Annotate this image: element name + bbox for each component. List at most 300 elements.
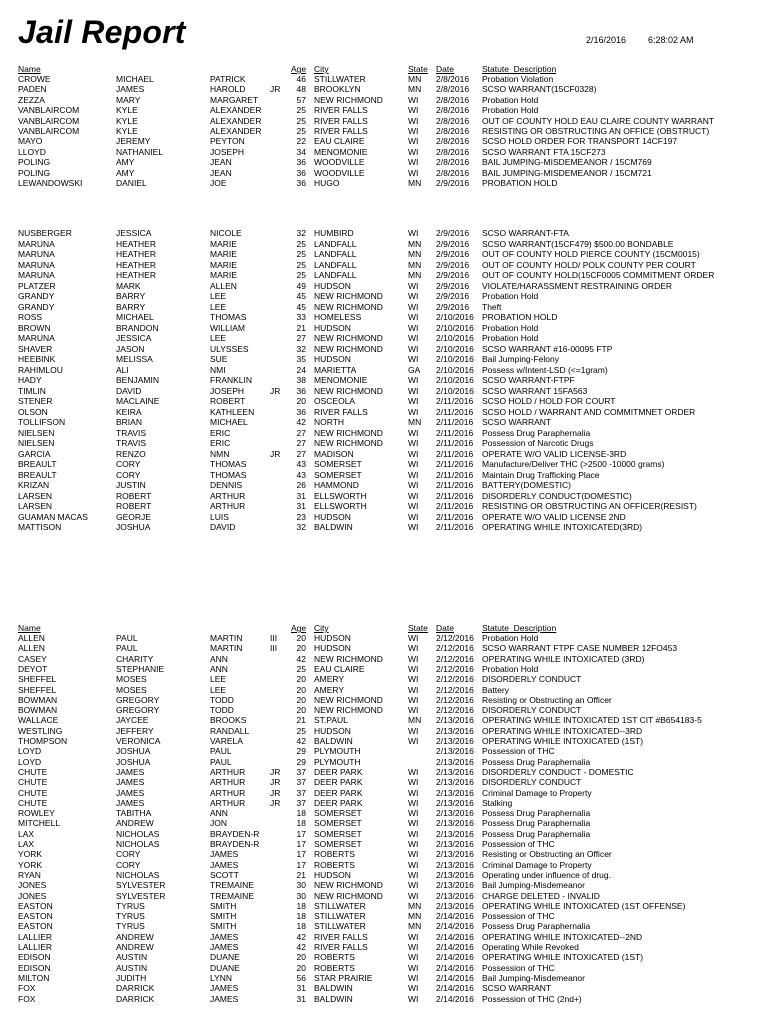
last-name-cell: MARUNA [18, 333, 55, 343]
last-name-cell: FOX [18, 983, 36, 994]
statute-cell: OUT OF COUNTY HOLD EAU CLAIRE COUNTY WARRANT [482, 115, 715, 126]
last-name-cell: EDISON [18, 952, 51, 963]
first-name-cell: SYLVESTER [116, 880, 166, 891]
city-cell: ELLSWORTH [314, 490, 367, 501]
table-row [0, 365, 768, 375]
first-name-cell: TABITHA [116, 808, 152, 819]
first-name-cell: MELISSA [116, 354, 153, 364]
age-cell: 43 [296, 459, 306, 469]
table-row [0, 654, 768, 664]
city-cell: HAMMOND [314, 480, 359, 490]
age-cell: 36 [296, 406, 306, 417]
date-cell: 2/11/2016 [436, 480, 474, 490]
statute-cell: DISORDERLY CONDUCT - DOMESTIC [482, 766, 634, 777]
table-row [0, 715, 768, 725]
table-row [0, 757, 768, 767]
table-row [0, 302, 768, 312]
last-name-cell: SHEFFEL [18, 684, 57, 695]
report-date: 2/16/2016 [586, 35, 627, 45]
date-cell: 2/11/2016 [436, 448, 474, 459]
first-name-cell: KEIRA [116, 406, 142, 417]
statute-cell: Probation Hold [482, 291, 539, 301]
table-row [0, 459, 768, 469]
city-cell: DEER PARK [314, 787, 363, 798]
last-name-cell: LLOYD [18, 146, 46, 157]
date-cell: 2/10/2016 [436, 322, 474, 333]
city-cell: PLYMOUTH [314, 746, 361, 757]
last-name-cell: JONES [18, 880, 47, 891]
last-name-cell: ZEZZA [18, 94, 45, 105]
state-cell: WI [408, 280, 419, 291]
middle-name-cell: SMITH [210, 921, 237, 932]
statute-cell: Possess Drug Paraphernalia [482, 828, 591, 839]
date-cell: 2/8/2016 [436, 126, 470, 136]
statute-cell: Operating While Revoked [482, 942, 579, 952]
last-name-cell: CHUTE [18, 787, 48, 798]
table-row [0, 136, 768, 146]
age-cell: 45 [296, 291, 306, 301]
first-name-cell: JASON [116, 343, 145, 354]
statute-cell: Probation Hold [482, 633, 539, 643]
date-cell: 2/13/2016 [436, 828, 474, 839]
middle-name-cell: ALEXANDER [210, 105, 262, 116]
last-name-cell: LALLIER [18, 931, 53, 942]
state-cell: WI [408, 684, 419, 695]
age-cell: 25 [296, 259, 306, 270]
last-name-cell: POLING [18, 157, 51, 168]
age-cell: 27 [296, 448, 306, 459]
age-cell: 36 [296, 178, 306, 188]
first-name-cell: MICHAEL [116, 74, 154, 84]
first-name-cell: AMY [116, 167, 135, 178]
state-cell: WI [408, 385, 419, 396]
header-date: Date [436, 64, 454, 74]
state-cell: WI [408, 480, 419, 490]
last-name-cell: TOLLIFSON [18, 417, 66, 427]
last-name-cell: MILTON [18, 972, 50, 983]
table-row [0, 643, 768, 653]
city-cell: ROBERTS [314, 952, 355, 963]
first-name-cell: TYRUS [116, 900, 145, 911]
middle-name-cell: LEE [210, 674, 227, 685]
age-cell: 42 [296, 931, 306, 942]
city-cell: DEER PARK [314, 797, 363, 808]
age-cell: 25 [296, 249, 306, 259]
middle-name-cell: BROOKS [210, 715, 247, 726]
table-row [0, 95, 768, 105]
statute-cell: Probation Hold [482, 333, 539, 343]
middle-name-cell: DUANE [210, 962, 240, 973]
middle-name-cell: ERIC [210, 427, 231, 438]
city-cell: DEER PARK [314, 766, 363, 777]
middle-name-cell: TODD [210, 694, 234, 705]
city-cell: SOMERSET [314, 818, 362, 829]
age-cell: 25 [296, 105, 306, 116]
city-cell: EAU CLAIRE [314, 663, 365, 674]
state-cell: WI [408, 459, 419, 469]
last-name-cell: GARCIA [18, 448, 51, 459]
city-cell: NEW RICHMOND [314, 94, 383, 105]
statute-cell: SCSO WARRANT [482, 417, 552, 427]
header-age: Age [291, 64, 307, 74]
age-cell: 20 [296, 633, 306, 643]
last-name-cell: JONES [18, 890, 47, 901]
state-cell: WI [408, 962, 419, 973]
date-cell: 2/9/2016 [436, 259, 470, 270]
date-cell: 2/9/2016 [436, 301, 470, 312]
statute-cell: Maintain Drug Trafficking Place [482, 469, 600, 480]
statute-cell: SCSO HOLD / HOLD FOR COURT [482, 396, 616, 406]
table-row [0, 449, 768, 459]
statute-cell: Manufacture/Deliver THC (>2500 -10000 grams) [482, 459, 665, 469]
first-name-cell: HEATHER [116, 259, 156, 270]
header-city: City [314, 623, 329, 633]
middle-name-cell: NMN [210, 448, 230, 459]
statute-cell: Probation Hold [482, 94, 539, 105]
age-cell: 35 [296, 354, 306, 364]
state-cell: WI [408, 890, 419, 901]
statute-cell: OPERATING WHILE INTOXICATED (3RD) [482, 653, 645, 664]
table-row [0, 126, 768, 136]
first-name-cell: MARK [116, 280, 141, 291]
city-cell: HUDSON [314, 280, 351, 291]
middle-name-cell: ALEXANDER [210, 126, 262, 136]
middle-name-cell: MARIE [210, 249, 237, 259]
first-name-cell: MOSES [116, 684, 147, 695]
date-cell: 2/9/2016 [436, 249, 470, 259]
first-name-cell: STEPHANIE [116, 663, 165, 674]
report-title: Jail Report [18, 14, 186, 50]
state-cell: WI [408, 312, 419, 322]
table-row [0, 228, 768, 238]
date-cell: 2/13/2016 [436, 746, 474, 757]
state-cell: WI [408, 849, 419, 860]
statute-cell: SCSO WARRANT FTA 15CF273 [482, 146, 606, 157]
date-cell: 2/11/2016 [436, 511, 474, 522]
statute-cell: VIOLATE/HARASSMENT RESTRAINING ORDER [482, 280, 673, 291]
table-row [0, 428, 768, 438]
first-name-cell: JAMES [116, 797, 145, 808]
date-cell: 2/13/2016 [436, 787, 474, 798]
state-cell: WI [408, 438, 419, 448]
state-cell: WI [408, 818, 419, 829]
first-name-cell: VERONICA [116, 736, 161, 746]
state-cell: WI [408, 787, 419, 798]
statute-cell: BATTERY(DOMESTIC) [482, 480, 571, 490]
city-cell: NEW RICHMOND [314, 385, 383, 396]
first-name-cell: ANDREW [116, 931, 154, 942]
last-name-cell: THOMPSON [18, 736, 68, 746]
city-cell: HUDSON [314, 643, 351, 654]
first-name-cell: GEORJE [116, 511, 151, 522]
city-cell: NEW RICHMOND [314, 301, 383, 312]
middle-name-cell: WILLIAM [210, 322, 245, 333]
middle-name-cell: ANN [210, 808, 228, 819]
last-name-cell: MAYO [18, 136, 43, 147]
table-row [0, 470, 768, 480]
table-row [0, 788, 768, 798]
date-cell: 2/10/2016 [436, 343, 474, 354]
statute-cell: OPERATING WHILE INTOXICATED (1ST OFFENSE) [482, 900, 686, 911]
age-cell: 37 [296, 787, 306, 798]
age-cell: 25 [296, 126, 306, 136]
first-name-cell: ANDREW [116, 818, 154, 829]
date-cell: 2/13/2016 [436, 890, 474, 901]
middle-name-cell: JOE [210, 178, 227, 188]
middle-name-cell: ALEXANDER [210, 115, 262, 126]
state-cell: WI [408, 766, 419, 777]
age-cell: 57 [296, 94, 306, 105]
last-name-cell: CHUTE [18, 777, 48, 788]
table-row [0, 685, 768, 695]
city-cell: HUDSON [314, 633, 351, 643]
first-name-cell: SYLVESTER [116, 890, 166, 901]
middle-name-cell: VARELA [210, 736, 243, 746]
date-cell: 2/13/2016 [436, 849, 474, 860]
first-name-cell: GREGORY [116, 705, 160, 716]
age-cell: 36 [296, 167, 306, 178]
middle-name-cell: TODD [210, 705, 234, 716]
table-row [0, 839, 768, 849]
date-cell: 2/14/2016 [436, 972, 474, 983]
state-cell: WI [408, 94, 419, 105]
age-cell: 56 [296, 972, 306, 983]
table-row [0, 344, 768, 354]
city-cell: ST.PAUL [314, 715, 348, 726]
date-cell: 2/10/2016 [436, 312, 474, 322]
age-cell: 20 [296, 684, 306, 695]
city-cell: HOMELESS [314, 312, 362, 322]
table-row [0, 239, 768, 249]
statute-cell: Bail Jumping-Felony [482, 354, 560, 364]
date-cell: 2/12/2016 [436, 674, 474, 685]
date-cell: 2/13/2016 [436, 869, 474, 880]
first-name-cell: KYLE [116, 115, 138, 126]
age-cell: 31 [296, 993, 306, 1004]
table-row [0, 664, 768, 674]
age-cell: 32 [296, 343, 306, 354]
date-cell: 2/8/2016 [436, 146, 470, 157]
state-cell: WI [408, 375, 419, 385]
first-name-cell: GREGORY [116, 694, 160, 705]
table-row [0, 386, 768, 396]
date-cell: 2/9/2016 [436, 291, 470, 301]
table-row [0, 963, 768, 973]
first-name-cell: AMY [116, 157, 135, 168]
suffix-cell: JR [270, 777, 281, 788]
age-cell: 20 [296, 705, 306, 716]
table-row [0, 501, 768, 511]
first-name-cell: JUSTIN [116, 480, 146, 490]
last-name-cell: DEYOT [18, 663, 48, 674]
age-cell: 34 [296, 146, 306, 157]
middle-name-cell: MARIE [210, 238, 237, 249]
first-name-cell: JESSICA [116, 228, 152, 238]
statute-cell: Probation Hold [482, 663, 539, 674]
date-cell: 2/12/2016 [436, 705, 474, 716]
header-state: State [408, 64, 428, 74]
middle-name-cell: MARIE [210, 270, 237, 280]
header-state: State [408, 623, 428, 633]
state-cell: MN [408, 417, 422, 427]
city-cell: NORTH [314, 417, 345, 427]
city-cell: HUDSON [314, 725, 351, 736]
city-cell: STAR PRAIRIE [314, 972, 373, 983]
table-row [0, 695, 768, 705]
statute-cell: SCSO WARRANT(15CF0328) [482, 84, 597, 95]
table-row [0, 323, 768, 333]
date-cell: 2/11/2016 [436, 501, 474, 511]
statute-cell: SCSO WARRANT #16-00095 FTP [482, 343, 613, 354]
table-row [0, 333, 768, 343]
middle-name-cell: LEE [210, 301, 227, 312]
middle-name-cell: LEE [210, 333, 227, 343]
table-row [0, 270, 768, 280]
table-row [0, 932, 768, 942]
city-cell: SOMERSET [314, 839, 362, 849]
table-row [0, 291, 768, 301]
age-cell: 38 [296, 375, 306, 385]
first-name-cell: JAMES [116, 787, 145, 798]
suffix-cell: JR [270, 797, 281, 808]
first-name-cell: CORY [116, 849, 141, 860]
state-cell: WI [408, 972, 419, 983]
last-name-cell: OLSON [18, 406, 48, 417]
city-cell: ROBERTS [314, 962, 355, 973]
middle-name-cell: JAMES [210, 849, 239, 860]
last-name-cell: LARSEN [18, 501, 53, 511]
state-cell: WI [408, 469, 419, 480]
statute-cell: SCSO WARRANT-FTA [482, 228, 569, 238]
age-cell: 49 [296, 280, 306, 291]
last-name-cell: LEWANDOWSKI [18, 178, 83, 188]
city-cell: STILLWATER [314, 900, 366, 911]
date-cell: 2/11/2016 [436, 396, 474, 406]
last-name-cell: LOYD [18, 756, 42, 767]
age-cell: 24 [296, 364, 306, 375]
first-name-cell: TYRUS [116, 921, 145, 932]
last-name-cell: WALLACE [18, 715, 59, 726]
first-name-cell: ANDREW [116, 942, 154, 952]
first-name-cell: TYRUS [116, 911, 145, 922]
state-cell: WI [408, 406, 419, 417]
header-age: Age [291, 623, 307, 633]
city-cell: HUDSON [314, 354, 351, 364]
last-name-cell: SHAVER [18, 343, 53, 354]
date-cell: 2/13/2016 [436, 818, 474, 829]
age-cell: 21 [296, 869, 306, 880]
date-cell: 2/14/2016 [436, 952, 474, 963]
first-name-cell: JAMES [116, 777, 145, 788]
table-row [0, 901, 768, 911]
last-name-cell: BOWMAN [18, 705, 58, 716]
state-cell: WI [408, 777, 419, 788]
age-cell: 31 [296, 490, 306, 501]
age-cell: 21 [296, 322, 306, 333]
table-row [0, 746, 768, 756]
table-row [0, 829, 768, 839]
state-cell: WI [408, 228, 419, 238]
age-cell: 17 [296, 839, 306, 849]
state-cell: WI [408, 931, 419, 942]
age-cell: 43 [296, 469, 306, 480]
statute-cell: OPERATING WHILE INTOXICATED (1ST) [482, 736, 644, 746]
statute-cell: Probation Hold [482, 105, 539, 116]
city-cell: NEW RICHMOND [314, 343, 383, 354]
last-name-cell: BREAULT [18, 469, 57, 480]
first-name-cell: NATHANIEL [116, 146, 164, 157]
first-name-cell: DANIEL [116, 178, 147, 188]
statute-cell: Possess w/Intent-LSD (<=1gram) [482, 364, 608, 375]
date-cell: 2/12/2016 [436, 643, 474, 654]
state-cell: WI [408, 736, 419, 746]
middle-name-cell: NICOLE [210, 228, 242, 238]
table-row [0, 116, 768, 126]
date-cell: 2/14/2016 [436, 921, 474, 932]
last-name-cell: RYAN [18, 869, 41, 880]
date-cell: 2/9/2016 [436, 178, 470, 188]
date-cell: 2/13/2016 [436, 756, 474, 767]
date-cell: 2/11/2016 [436, 427, 474, 438]
first-name-cell: MARY [116, 94, 141, 105]
last-name-cell: STENER [18, 396, 53, 406]
first-name-cell: RENZO [116, 448, 146, 459]
middle-name-cell: NMI [210, 364, 226, 375]
last-name-cell: LAX [18, 839, 35, 849]
state-cell: WI [408, 859, 419, 870]
state-cell: WI [408, 839, 419, 849]
city-cell: DEER PARK [314, 777, 363, 788]
date-cell: 2/14/2016 [436, 911, 474, 922]
statute-cell: Possession of THC [482, 962, 555, 973]
date-cell: 2/8/2016 [436, 136, 470, 147]
last-name-cell: EASTON [18, 921, 53, 932]
statute-cell: Possess Drug Paraphernalia [482, 921, 591, 932]
city-cell: EAU CLAIRE [314, 136, 365, 147]
age-cell: 31 [296, 983, 306, 994]
middle-name-cell: SUE [210, 354, 228, 364]
city-cell: LANDFALL [314, 238, 357, 249]
city-cell: NEW RICHMOND [314, 880, 383, 891]
middle-name-cell: ANN [210, 663, 228, 674]
state-cell: MN [408, 74, 422, 84]
city-cell: RIVER FALLS [314, 105, 368, 116]
city-cell: SOMERSET [314, 469, 362, 480]
age-cell: 20 [296, 674, 306, 685]
age-cell: 20 [296, 643, 306, 654]
age-cell: 33 [296, 312, 306, 322]
first-name-cell: CHARITY [116, 653, 154, 664]
statute-cell: CHARGE DELETED - INVALID [482, 890, 600, 901]
last-name-cell: NIELSEN [18, 438, 55, 448]
table-row [0, 808, 768, 818]
city-cell: NEW RICHMOND [314, 438, 383, 448]
first-name-cell: HEATHER [116, 270, 156, 280]
date-cell: 2/11/2016 [436, 417, 474, 427]
table-row [0, 512, 768, 522]
statute-cell: OPERATE W/O VALID LICENSE 2ND [482, 511, 626, 522]
city-cell: BALDWIN [314, 736, 353, 746]
first-name-cell: JESSICA [116, 333, 152, 343]
statute-cell: BAIL JUMPING-MISDEMEANOR / 15CM721 [482, 167, 652, 178]
header-city: City [314, 64, 329, 74]
header-statute: Statute_Description [482, 64, 557, 74]
last-name-cell: CASEY [18, 653, 47, 664]
statute-cell: DISORDERLY CONDUCT(DOMESTIC) [482, 490, 632, 501]
age-cell: 42 [296, 653, 306, 664]
middle-name-cell: SMITH [210, 900, 237, 911]
age-cell: 37 [296, 797, 306, 808]
